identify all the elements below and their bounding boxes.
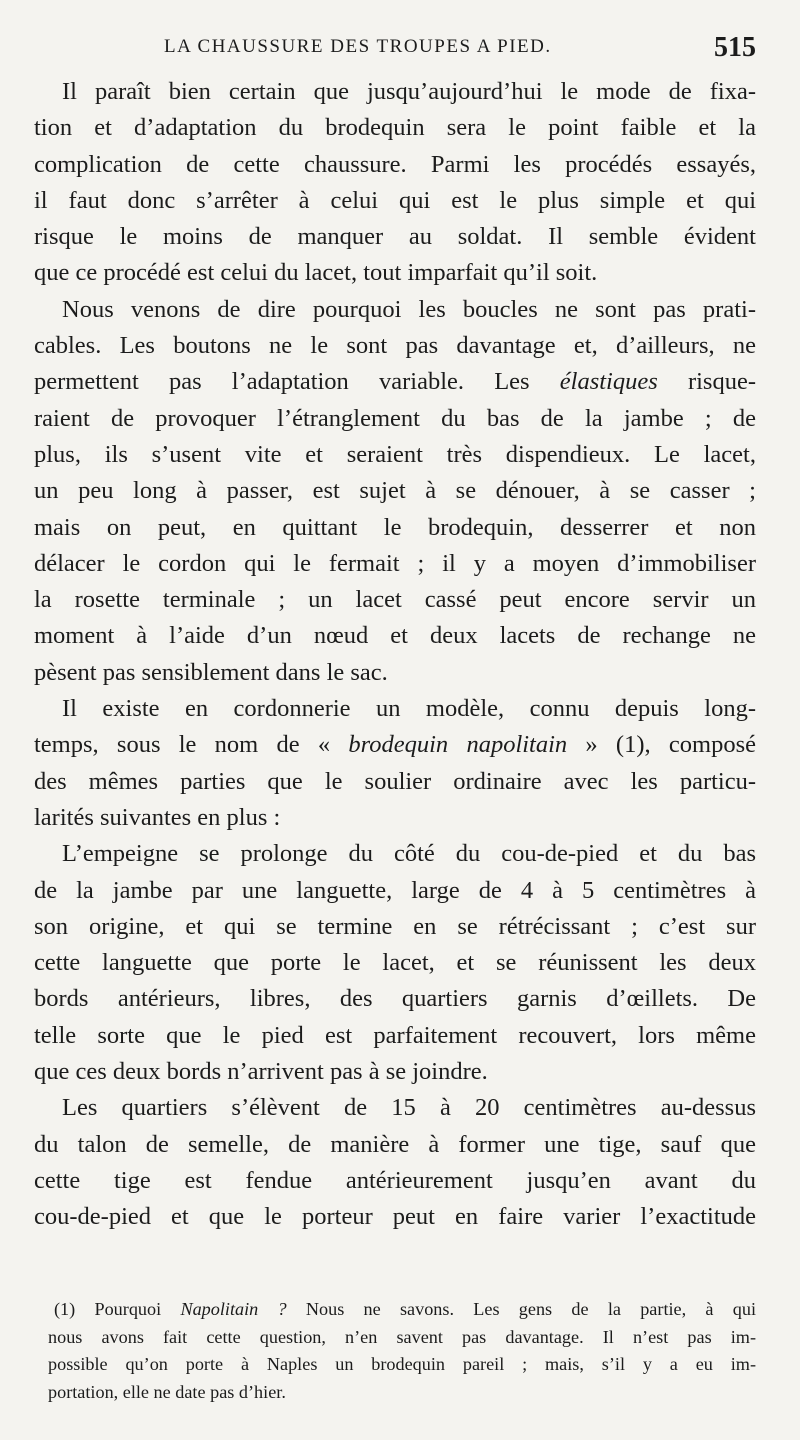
text-segment: » (1), composé — [567, 731, 756, 759]
footnote — [48, 1296, 756, 1406]
text-line: Il paraît bien certain que jusqu’aujourd’hui le mode de fixa- — [62, 78, 756, 105]
text-line: L’empeigne se prolonge du côté du cou-de-pied et du bas — [62, 840, 756, 868]
footnote-line: portation, elle ne date pas d’hier. — [48, 1381, 286, 1402]
text-line: cette languette que porte le lacet, et se réunissent les deux — [34, 949, 756, 977]
running-title: LA CHAUSSURE DES TROUPES A PIED. — [164, 36, 552, 57]
body-text — [34, 74, 756, 1236]
text-line: délacer le cordon qui le fermait ; il y a moyen d’immobiliser — [34, 549, 756, 577]
text-line: risque le moins de manquer au soldat. Il semble évident — [34, 223, 756, 251]
text-line: il faut donc s’arrêter à celui qui est le plus simple et qui — [34, 186, 756, 214]
text-line: Il existe en cordonnerie un modèle, connu depuis long- — [62, 695, 756, 723]
text-line: telle sorte que le pied est parfaitement recouvert, lors même — [34, 1021, 756, 1049]
text-segment: permettent pas l’adaptation variable. Les — [34, 368, 560, 396]
text-segment: temps, sous le nom de « — [34, 731, 349, 759]
text-line: cou-de-pied et que le porteur peut en faire varier l’exactitude — [34, 1203, 756, 1231]
text-line: de la jambe par une languette, large de 4 à 5 centimètres à — [34, 876, 756, 904]
running-head — [34, 32, 756, 62]
text-line: des mêmes parties que le soulier ordinaire avec les particu- — [34, 767, 756, 795]
text-line: pèsent pas sensiblement dans le sac. — [34, 658, 388, 686]
text-line: complication de cette chaussure. Parmi les procédés essayés, — [34, 150, 756, 178]
page-number: 515 — [714, 32, 756, 63]
text-line: cette tige est fendue antérieurement jusqu’en avant du — [34, 1166, 756, 1194]
text-line: moment à l’aide d’un nœud et deux lacets de rechange ne — [34, 622, 756, 650]
footnote-line — [48, 1296, 756, 1324]
text-line: Les quartiers s’élèvent de 15 à 20 centimètres au-dessus — [62, 1094, 756, 1122]
footnote-line: nous avons fait cette question, n’en savent pas davantage. Il n’est pas im- — [48, 1326, 756, 1347]
text-line: bords antérieurs, libres, des quartiers garnis d’œillets. De — [34, 985, 756, 1013]
italic-term: brodequin napolitain — [348, 731, 568, 759]
text-line: la rosette terminale ; un lacet cassé peut encore servir un — [34, 586, 756, 614]
text-line: son origine, et qui se termine en se rétrécissant ; c’est sur — [34, 912, 756, 940]
footnote-marker: (1) Pourquoi — [54, 1299, 181, 1319]
text-line — [34, 727, 756, 763]
text-segment: Nous ne savons. Les gens de la partie, à qui — [286, 1299, 757, 1319]
text-line: du talon de semelle, de manière à former une tige, sauf que — [34, 1130, 756, 1158]
text-line: cables. Les boutons ne le sont pas davantage et, d’ailleurs, ne — [34, 332, 756, 360]
text-line: que ce procédé est celui du lacet, tout imparfait qu’il soit. — [34, 259, 598, 287]
text-line: mais on peut, en quittant le brodequin, desserrer et non — [34, 513, 756, 541]
footnote-line: possible qu’on porte à Naples un brodequin pareil ; mais, s’il y a eu im- — [48, 1354, 756, 1374]
text-line: un peu long à passer, est sujet à se dénouer, à se casser ; — [34, 477, 756, 505]
text-line: Nous venons de dire pourquoi les boucles ne sont pas prati- — [62, 295, 756, 323]
text-line — [34, 364, 756, 400]
text-line: raient de provoquer l’étranglement du bas de la jambe ; de — [34, 404, 756, 432]
text-line: plus, ils s’usent vite et seraient très dispendieux. Le lacet, — [34, 440, 756, 468]
italic-term: élastiques — [559, 368, 658, 396]
text-line: que ces deux bords n’arrivent pas à se joindre. — [34, 1058, 488, 1086]
italic-term: Napolitain ? — [180, 1299, 287, 1319]
text-line: larités suivantes en plus : — [34, 803, 281, 831]
text-segment: risque- — [657, 368, 756, 396]
text-line: tion et d’adaptation du brodequin sera le point faible et la — [34, 114, 756, 142]
